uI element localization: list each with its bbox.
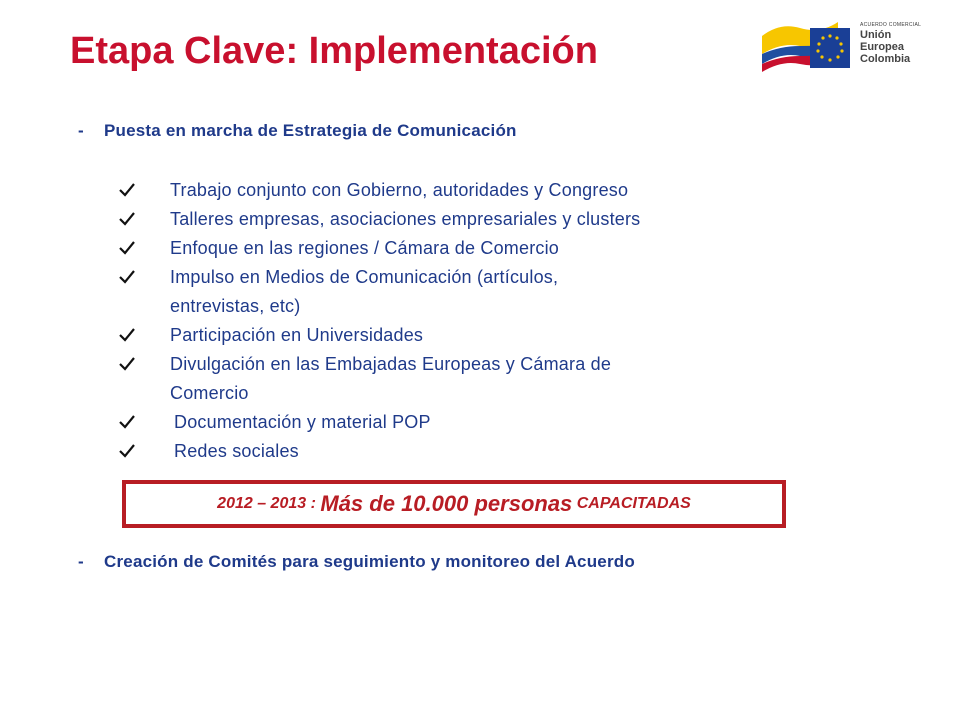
checkmark-icon (118, 239, 136, 257)
list-item (118, 234, 798, 263)
checklist (118, 176, 798, 466)
section-heading-strategy (78, 121, 517, 141)
list-item (118, 321, 798, 350)
list-item-text: Documentación y material POP (174, 412, 431, 432)
highlight-box (122, 480, 786, 528)
checkmark-icon (118, 268, 136, 286)
list-item-text: Talleres empresas, asociaciones empresariales y clusters (170, 209, 641, 229)
checkmark-icon (118, 442, 136, 460)
list-item-text: Enfoque en las regiones / Cámara de Comercio (170, 238, 560, 258)
bullet-dash: - (78, 552, 84, 571)
list-item-text-continued: Comercio (170, 383, 249, 403)
list-item-text-continued: entrevistas, etc) (170, 296, 301, 316)
list-item (118, 408, 798, 437)
list-item-text: Redes sociales (174, 441, 299, 461)
checkmark-icon (118, 355, 136, 373)
list-item-text: Divulgación en las Embajadas Europeas y Cámara de (170, 354, 612, 374)
logo-line1: ACUERDO COMERCIAL (860, 22, 922, 28)
checkmark-icon (118, 326, 136, 344)
flag-logo-icon (760, 14, 858, 76)
list-item (118, 437, 798, 466)
list-item (118, 205, 798, 234)
list-item-text: Trabajo conjunto con Gobierno, autoridades y Congreso (170, 180, 629, 200)
list-item (118, 350, 798, 408)
page-title: Etapa Clave: Implementación (70, 30, 598, 72)
section-heading-text: Creación de Comités para seguimiento y monitoreo del Acuerdo (104, 552, 635, 571)
list-item (118, 176, 798, 205)
logo-line2: Unión Europea (860, 29, 905, 53)
bullet-dash: - (78, 121, 84, 140)
highlight-main: Más de 10.000 personas (320, 491, 573, 516)
list-item-text: Participación en Universidades (170, 325, 424, 345)
checkmark-icon (118, 210, 136, 228)
checkmark-icon (118, 413, 136, 431)
logo (760, 14, 930, 76)
logo-line3: Colombia (860, 53, 911, 65)
list-item (118, 263, 798, 321)
checkmark-icon (118, 181, 136, 199)
highlight-caps: CAPACITADAS (576, 495, 691, 512)
logo-text (860, 22, 932, 65)
list-item-text: Impulso en Medios de Comunicación (artículos, (170, 267, 559, 287)
section-heading-text: Puesta en marcha de Estrategia de Comunicación (104, 121, 517, 140)
section-heading-committees (78, 552, 635, 572)
highlight-years: 2012 – 2013 : (217, 495, 316, 512)
